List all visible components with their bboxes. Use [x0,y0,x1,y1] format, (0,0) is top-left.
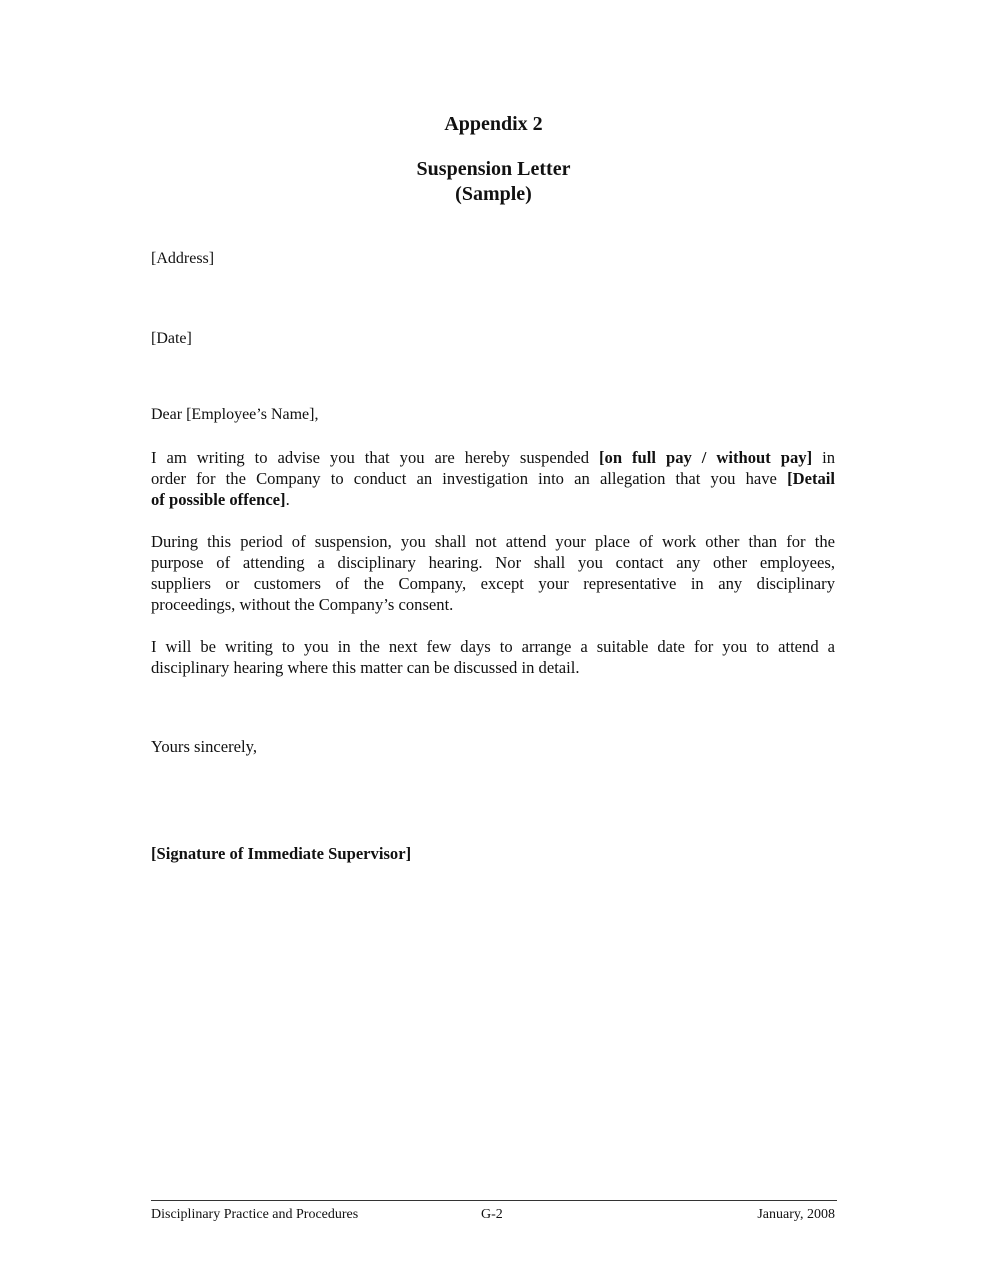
pay-status-placeholder: [on full pay / without pay] [599,448,813,467]
letter-subtitle: (Sample) [455,183,532,205]
paragraph-suspension-conditions [151,531,835,615]
salutation: Dear [Employee’s Name], [151,406,319,423]
paragraph-line: purpose of attending a disciplinary hearing. Nor shall you contact any other employees, [151,553,835,572]
paragraph-line: suppliers or customers of the Company, except your representative in any disciplinary [151,574,835,593]
paragraph-line [151,447,835,468]
footer-page-number: G-2 [481,1207,503,1222]
paragraph-line: I will be writing to you in the next few days to arrange a suitable date for you to attend a [151,637,835,656]
footer-document-title: Disciplinary Practice and Procedures [151,1207,359,1222]
paragraph-suspension-notice [151,447,835,510]
signature-placeholder: [Signature of Immediate Supervisor] [151,844,412,863]
paragraph-text: order for the Company to conduct an investigation into an allegation that you have [151,469,777,488]
paragraph-text: I am writing to advise you that you are hereby suspended [151,448,590,467]
paragraph-line: proceedings, without the Company’s consent. [151,595,454,614]
closing: Yours sincerely, [151,737,258,756]
paragraph-line: disciplinary hearing where this matter can be discussed in detail. [151,658,580,677]
address-placeholder: [Address] [151,250,215,267]
paragraph-line: During this period of suspension, you shall not attend your place of work other than for the [151,532,835,551]
letter-title: Suspension Letter [416,158,571,180]
offence-placeholder-end: of possible offence] [151,490,286,509]
offence-placeholder-start: [Detail [787,469,835,488]
footer-date: January, 2008 [757,1207,835,1222]
paragraph-line [151,468,835,489]
paragraph-text: . [285,490,290,509]
paragraph-hearing-notice [151,636,835,678]
appendix-heading: Appendix 2 [444,113,543,135]
paragraph-text: in [822,448,836,467]
paragraph-line [151,489,835,510]
footer-divider [151,1200,837,1201]
date-placeholder: [Date] [151,330,192,347]
